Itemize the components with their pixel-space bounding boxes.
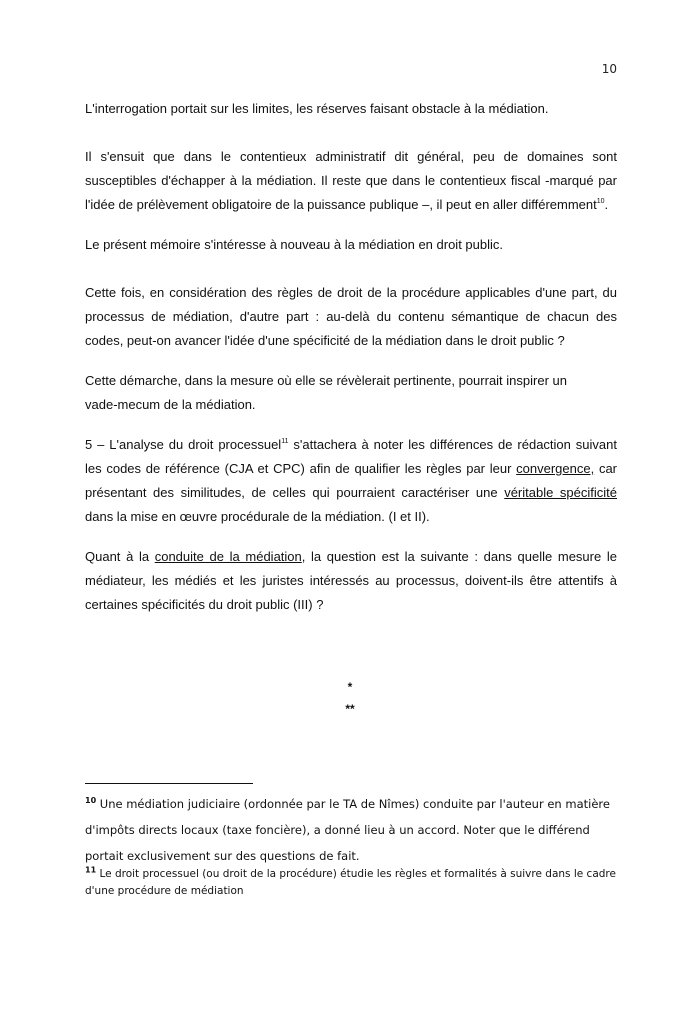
- paragraph-7: [85, 545, 617, 617]
- paragraph-6-text-a: 5 – L'analyse du droit processuel: [85, 437, 282, 452]
- paragraph-4: [85, 281, 617, 353]
- underlined-convergence: convergence,: [516, 461, 595, 476]
- paragraph-1-text: L'interrogation portait sur les limites, les réserves faisant obstacle à la médiation.: [85, 101, 549, 116]
- underlined-conduite: conduite de la médiation: [154, 549, 302, 564]
- paragraph-6-text-c: car présentant des similitudes, de celles qui pourraient caractériser une: [85, 461, 618, 500]
- paragraph-1: [85, 97, 617, 121]
- footnote-11: [85, 866, 617, 900]
- footnote-ref-10[interactable]: 10: [596, 197, 605, 205]
- paragraph-7-text-b: , la question est la suivante : dans quelle mesure le médiateur, les médiés et les juristes intéressés au processus, doivent-ils être attentifs à certaines spécificités du droit public (III) ?: [85, 549, 617, 612]
- footnote-10-text: Une médiation judiciaire (ordonnée par le TA de Nîmes) conduite par l'auteur en matière d'impôts directs locaux (taxe foncière), a donné lieu à un accord. Noter que le différend portait exclusivement sur des questions de fait.: [85, 797, 610, 863]
- paragraph-5-line-1: Cette démarche, dans la mesure où elle se révèlerait pertinente, pourrait inspirer un: [85, 373, 567, 388]
- paragraph-6-text-d: dans la mise en œuvre procédurale de la médiation. (I et II).: [85, 509, 430, 524]
- paragraph-6-text-b: s'attachera à noter les différences de rédaction suivant les codes de référence (CJA et CPC) afin de qualifier les règles par leur: [85, 437, 617, 476]
- paragraph-7-text-a: Quant à la: [85, 549, 155, 564]
- paragraph-2-text: Il s'ensuit que dans le contentieux administratif dit général, peu de domaines sont susceptibles d'échapper à la médiation. Il reste que dans le contentieux fiscal -marqué par l'idée de prélèvement obligatoire de la puissance publique –, il peut en aller différemment: [85, 149, 617, 212]
- separator-star-1: *: [347, 680, 353, 694]
- separator-star-2: **: [345, 702, 355, 716]
- footnote-10-mark: 10: [85, 796, 97, 806]
- footnote-11-text: Le droit processuel (ou droit de la procédure) étudie les règles et formalités à suivre dans le cadre d'une procédure de médiation: [85, 868, 616, 897]
- footnote-ref-11[interactable]: 11: [281, 437, 289, 445]
- paragraph-5: [85, 369, 617, 417]
- paragraph-6: [85, 433, 617, 529]
- footnote-divider: [85, 783, 253, 784]
- footnote-11-mark: 11: [85, 865, 97, 875]
- paragraph-4-text: Cette fois, en considération des règles de droit de la procédure applicables d'une part, du processus de médiation, d'autre part : au-delà du contenu sémantique de chacun des codes, peut-on avancer l'idée d'une spécificité de la médiation dans le droit public ?: [85, 285, 617, 348]
- paragraph-2-end: .: [604, 197, 609, 212]
- underlined-specificite: véritable spécificité: [504, 485, 618, 500]
- page-number: 10: [601, 62, 617, 76]
- paragraph-5-line-2: vade-mecum de la médiation.: [85, 397, 256, 412]
- footnote-10: [85, 791, 617, 869]
- paragraph-3: [85, 233, 617, 257]
- paragraph-3-text: Le présent mémoire s'intéresse à nouveau à la médiation en droit public.: [85, 237, 503, 252]
- paragraph-2: [85, 145, 617, 217]
